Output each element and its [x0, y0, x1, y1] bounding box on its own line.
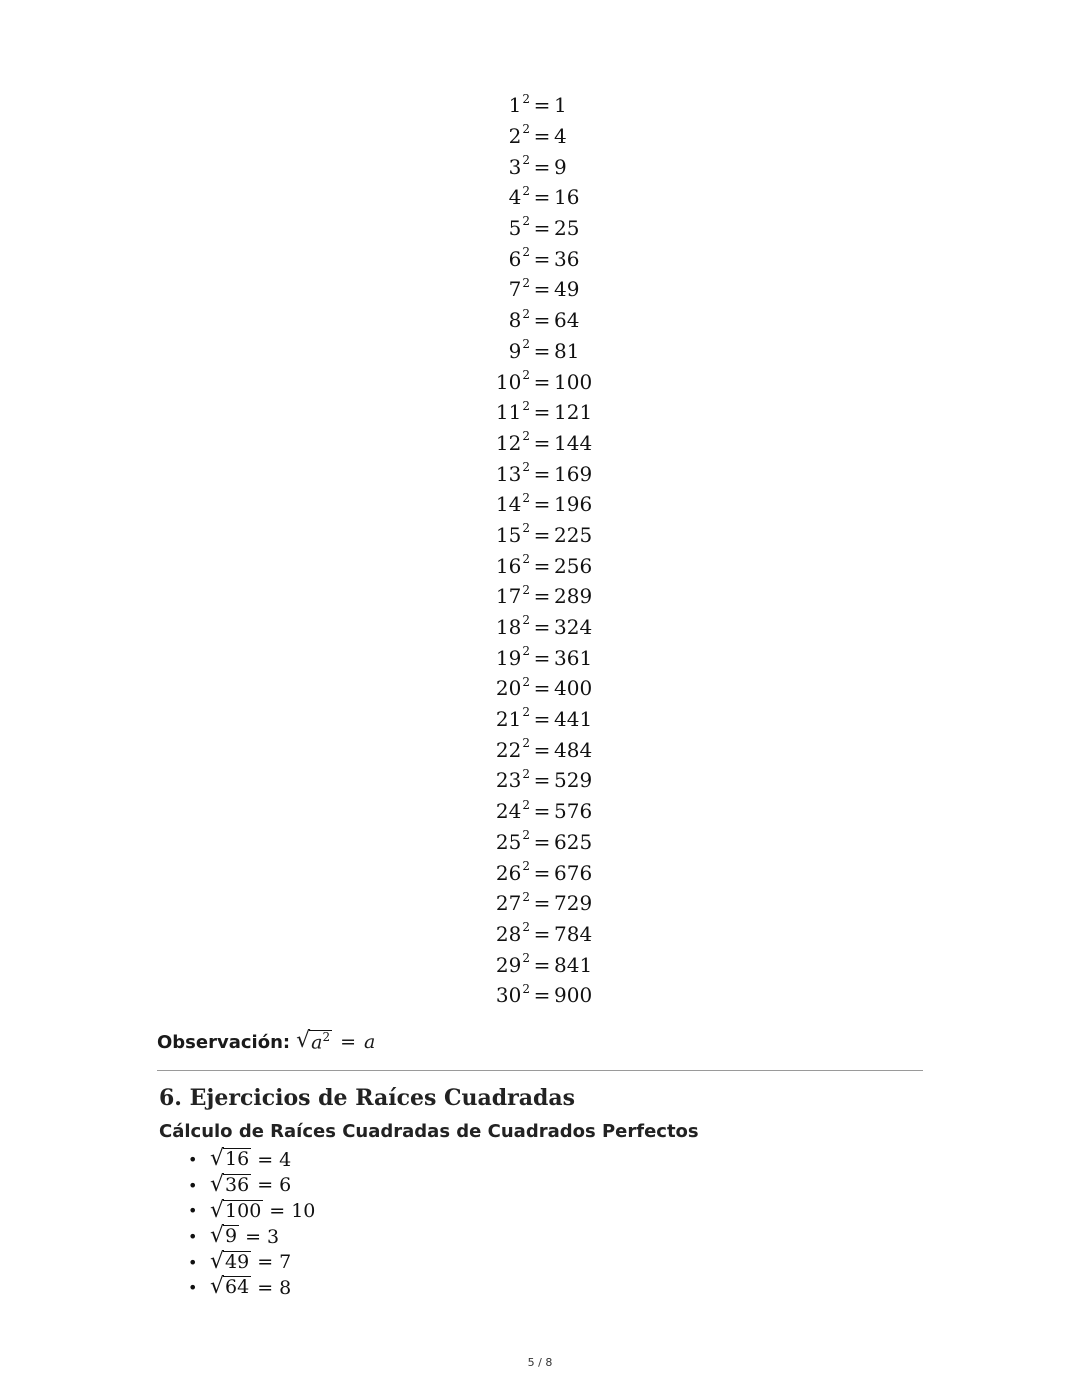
- square-base-expr: [440, 768, 530, 792]
- square-base: 24: [495, 799, 522, 824]
- equals-sign: =: [533, 522, 551, 547]
- equals-sign: =: [533, 277, 551, 302]
- square-result: 36: [554, 246, 580, 271]
- square-result: 900: [554, 983, 593, 1008]
- square-base: 15: [495, 522, 522, 547]
- radical-sign-icon: √: [296, 1027, 311, 1053]
- radical-sign-icon: √: [210, 1197, 225, 1223]
- equals-sign: =: [533, 246, 551, 271]
- square-base-expr: [440, 93, 530, 117]
- equals-sign: =: [533, 707, 551, 732]
- square-root-expression: [210, 1276, 251, 1299]
- square-row: [440, 612, 640, 643]
- square-base: 2: [508, 124, 522, 149]
- square-result: 225: [554, 522, 593, 547]
- square-row: [440, 274, 640, 305]
- square-row: [440, 888, 640, 919]
- square-base-expr: [440, 308, 530, 332]
- square-exponent: 2: [522, 183, 530, 198]
- root-result: 3: [267, 1225, 280, 1248]
- square-base: 17: [495, 584, 522, 609]
- equals-sign: =: [533, 737, 551, 762]
- square-base-expr: [440, 247, 530, 271]
- equals-sign: =: [533, 154, 551, 179]
- equals-sign: =: [257, 1276, 274, 1299]
- square-exponent: 2: [522, 337, 530, 352]
- root-result: 8: [279, 1276, 292, 1299]
- square-result: 729: [554, 891, 593, 916]
- list-item: [188, 1198, 315, 1224]
- list-item: [188, 1173, 315, 1199]
- equals-sign: =: [533, 338, 551, 363]
- square-result: 361: [554, 645, 593, 670]
- square-base-expr: [440, 216, 530, 240]
- square-base: 18: [495, 615, 522, 640]
- square-base: 22: [495, 737, 522, 762]
- equals-sign: =: [245, 1225, 262, 1248]
- equals-sign: =: [533, 799, 551, 824]
- radical-sign-icon: √: [210, 1223, 225, 1249]
- observation-result: a: [364, 1031, 376, 1053]
- square-base: 4: [508, 185, 522, 210]
- square-base: 10: [495, 369, 522, 394]
- square-row: [440, 734, 640, 765]
- square-result: 289: [554, 584, 593, 609]
- square-result: 4: [554, 124, 567, 149]
- square-base-expr: [440, 492, 530, 516]
- square-root-expression: [210, 1171, 251, 1197]
- equals-sign: =: [533, 430, 551, 455]
- square-base-expr: [440, 584, 530, 608]
- equals-sign: =: [533, 400, 551, 425]
- square-base-expr: [440, 615, 530, 639]
- squares-rows: [440, 90, 640, 1011]
- equals-sign: =: [533, 216, 551, 241]
- square-result: 16: [554, 185, 580, 210]
- square-exponent: 2: [522, 858, 530, 873]
- square-result: 196: [554, 492, 593, 517]
- square-row: [440, 980, 640, 1011]
- square-result: 625: [554, 829, 593, 854]
- square-row: [440, 151, 640, 182]
- square-root-expression: [296, 1027, 332, 1054]
- equals-sign: =: [533, 461, 551, 486]
- radicand: 49: [225, 1250, 250, 1273]
- square-base: 28: [495, 921, 522, 946]
- square-base-expr: [440, 738, 530, 762]
- square-exponent: 2: [522, 674, 530, 689]
- square-row: [440, 581, 640, 612]
- square-row: [440, 243, 640, 274]
- equals-sign: =: [269, 1199, 286, 1222]
- square-base-expr: [440, 858, 530, 885]
- square-base: 23: [495, 768, 522, 793]
- square-base: 25: [495, 829, 522, 854]
- square-row: [440, 520, 640, 551]
- square-root-expression: [210, 1197, 263, 1223]
- squares-table: [440, 90, 640, 1011]
- square-row: [440, 827, 640, 858]
- square-exponent: 2: [522, 91, 530, 106]
- radicand-variable: a: [311, 1031, 323, 1054]
- square-row: [440, 489, 640, 520]
- equals-sign: =: [533, 93, 551, 118]
- square-exponent: 2: [522, 521, 530, 536]
- square-roots-list: [188, 1147, 315, 1301]
- root-result: 4: [279, 1148, 292, 1171]
- equals-sign: =: [533, 829, 551, 854]
- square-row: [440, 919, 640, 950]
- equals-sign: =: [533, 492, 551, 517]
- square-base: 1: [508, 93, 522, 118]
- square-base-expr: [440, 830, 530, 854]
- square-result: 484: [554, 737, 593, 762]
- square-root-expression: [210, 1225, 239, 1248]
- bullet-icon: •: [188, 1227, 198, 1247]
- square-exponent: 2: [522, 797, 530, 812]
- equals-sign: =: [533, 369, 551, 394]
- square-base-expr: [440, 891, 530, 915]
- square-result: 841: [554, 952, 593, 977]
- square-exponent: 2: [522, 398, 530, 413]
- square-base: 6: [508, 246, 522, 271]
- square-base: 27: [495, 891, 522, 916]
- square-row: [440, 642, 640, 673]
- radicand: 100: [225, 1199, 262, 1222]
- square-exponent: 2: [522, 705, 530, 720]
- equals-sign: =: [533, 860, 551, 885]
- bullet-icon: •: [188, 1201, 198, 1221]
- equals-sign: =: [533, 983, 551, 1008]
- square-exponent: 2: [522, 245, 530, 260]
- square-result: 9: [554, 154, 567, 179]
- equals-sign: =: [533, 584, 551, 609]
- square-result: 576: [554, 799, 593, 824]
- square-base: 16: [495, 553, 522, 578]
- section-title: 6. Ejercicios de Raíces Cuadradas: [159, 1085, 576, 1111]
- square-exponent: 2: [522, 429, 530, 444]
- square-base: 20: [495, 676, 522, 701]
- square-base-expr: [440, 922, 530, 946]
- square-row: [440, 336, 640, 367]
- square-base-expr: [440, 950, 530, 977]
- equals-sign: =: [533, 921, 551, 946]
- equals-sign: =: [533, 645, 551, 670]
- square-base-expr: [440, 277, 530, 301]
- square-base: 8: [508, 308, 522, 333]
- square-base-expr: [440, 339, 530, 363]
- list-item: [188, 1249, 315, 1275]
- square-base-expr: [440, 983, 530, 1007]
- square-row: [440, 397, 640, 428]
- square-base-expr: [440, 124, 530, 148]
- square-exponent: 2: [522, 889, 530, 904]
- square-base: 14: [495, 492, 522, 517]
- square-row: [440, 182, 640, 213]
- square-exponent: 2: [522, 459, 530, 474]
- square-root-expression: [210, 1148, 251, 1171]
- square-row: [440, 121, 640, 152]
- radicand: 36: [225, 1173, 250, 1196]
- square-exponent: 2: [522, 306, 530, 321]
- square-base: 29: [495, 952, 522, 977]
- square-row: [440, 857, 640, 888]
- square-result: 49: [554, 277, 580, 302]
- square-base: 7: [508, 277, 522, 302]
- equals-sign: =: [533, 553, 551, 578]
- list-item: [188, 1224, 315, 1250]
- radical-sign-icon: √: [210, 1248, 225, 1274]
- square-exponent: 2: [522, 766, 530, 781]
- square-exponent: 2: [522, 736, 530, 751]
- radical-sign-icon: √: [210, 1274, 225, 1300]
- equals-sign: =: [533, 952, 551, 977]
- square-row: [440, 213, 640, 244]
- bullet-icon: •: [188, 1252, 198, 1272]
- radicand: 16: [225, 1148, 250, 1171]
- radical-sign-icon: √: [210, 1146, 225, 1172]
- square-base: 21: [495, 707, 522, 732]
- equals-sign: =: [257, 1148, 274, 1171]
- equals-sign: =: [533, 615, 551, 640]
- horizontal-divider: [157, 1070, 923, 1071]
- square-exponent: 2: [522, 275, 530, 290]
- square-result: 400: [554, 676, 593, 701]
- square-base-expr: [440, 707, 530, 731]
- square-base-expr: [440, 431, 530, 455]
- square-base: 11: [495, 400, 522, 425]
- square-row: [440, 90, 640, 121]
- square-base-expr: [440, 459, 530, 486]
- square-exponent: 2: [522, 981, 530, 996]
- observation-equals: =: [340, 1031, 357, 1053]
- radicand: [309, 1030, 332, 1054]
- equals-sign: =: [533, 768, 551, 793]
- square-base: 19: [495, 645, 522, 670]
- equals-sign: =: [257, 1174, 274, 1197]
- square-base-expr: [440, 367, 530, 394]
- square-base: 5: [508, 216, 522, 241]
- square-row: [440, 796, 640, 827]
- radicand-exponent: 2: [322, 1029, 331, 1044]
- square-result: 64: [554, 308, 580, 333]
- square-exponent: 2: [522, 490, 530, 505]
- equals-sign: =: [533, 185, 551, 210]
- equals-sign: =: [533, 124, 551, 149]
- square-result: 144: [554, 430, 593, 455]
- square-exponent: 2: [522, 552, 530, 566]
- square-base-expr: [440, 185, 530, 209]
- root-result: 10: [291, 1199, 316, 1222]
- square-base-expr: [440, 155, 530, 179]
- square-result: 441: [554, 707, 593, 732]
- square-base-expr: [440, 523, 530, 547]
- square-row: [440, 428, 640, 459]
- square-row: [440, 704, 640, 735]
- square-result: 676: [554, 860, 593, 885]
- equals-sign: =: [533, 676, 551, 701]
- square-base: 9: [508, 338, 522, 363]
- bullet-icon: •: [188, 1150, 198, 1170]
- square-base-expr: [440, 400, 530, 424]
- square-row: [440, 673, 640, 704]
- radical-sign-icon: √: [210, 1171, 225, 1197]
- square-base-expr: [440, 676, 530, 700]
- list-item: [188, 1275, 315, 1301]
- square-row: [440, 550, 640, 581]
- square-result: 121: [554, 400, 593, 425]
- root-result: 7: [279, 1251, 292, 1274]
- equals-sign: =: [257, 1251, 274, 1274]
- square-row: [440, 949, 640, 980]
- square-result: 324: [554, 615, 593, 640]
- observation-label: Observación:: [157, 1031, 291, 1053]
- bullet-icon: •: [188, 1175, 198, 1195]
- square-base: 12: [495, 430, 522, 455]
- square-row: [440, 366, 640, 397]
- square-exponent: 2: [522, 613, 530, 628]
- page-number: 5 / 8: [527, 1356, 553, 1369]
- square-exponent: 2: [522, 214, 530, 229]
- square-exponent: 2: [522, 367, 530, 382]
- square-result: 169: [554, 461, 593, 486]
- square-row: [440, 458, 640, 489]
- square-result: 25: [554, 216, 580, 241]
- equals-sign: =: [533, 891, 551, 916]
- square-exponent: 2: [522, 828, 530, 843]
- square-result: 1: [554, 93, 567, 118]
- square-base: 13: [495, 461, 522, 486]
- square-row: [440, 765, 640, 796]
- square-base: 26: [495, 860, 522, 885]
- square-exponent: 2: [522, 950, 530, 965]
- square-base-expr: [440, 799, 530, 823]
- radicand: 64: [225, 1276, 250, 1299]
- square-exponent: 2: [522, 644, 530, 659]
- square-exponent: 2: [522, 122, 530, 137]
- square-exponent: 2: [522, 920, 530, 935]
- subsection-title: Cálculo de Raíces Cuadradas de Cuadrados Perfectos: [159, 1121, 699, 1142]
- radicand: 9: [225, 1225, 238, 1248]
- list-item: [188, 1147, 315, 1173]
- square-result: 529: [554, 768, 593, 793]
- square-base: 30: [495, 983, 522, 1008]
- square-root-expression: [210, 1248, 251, 1274]
- square-result: 784: [554, 921, 593, 946]
- bullet-icon: •: [188, 1278, 198, 1298]
- square-base-expr: [440, 554, 530, 578]
- square-base: 3: [508, 154, 522, 179]
- square-exponent: 2: [522, 153, 530, 168]
- square-exponent: 2: [522, 582, 530, 597]
- observation: [157, 1026, 375, 1058]
- square-base-expr: [440, 646, 530, 670]
- equals-sign: =: [533, 308, 551, 333]
- square-result: 100: [554, 369, 593, 394]
- root-result: 6: [279, 1174, 292, 1197]
- square-row: [440, 305, 640, 336]
- square-result: 81: [554, 338, 580, 363]
- square-result: 256: [554, 553, 593, 578]
